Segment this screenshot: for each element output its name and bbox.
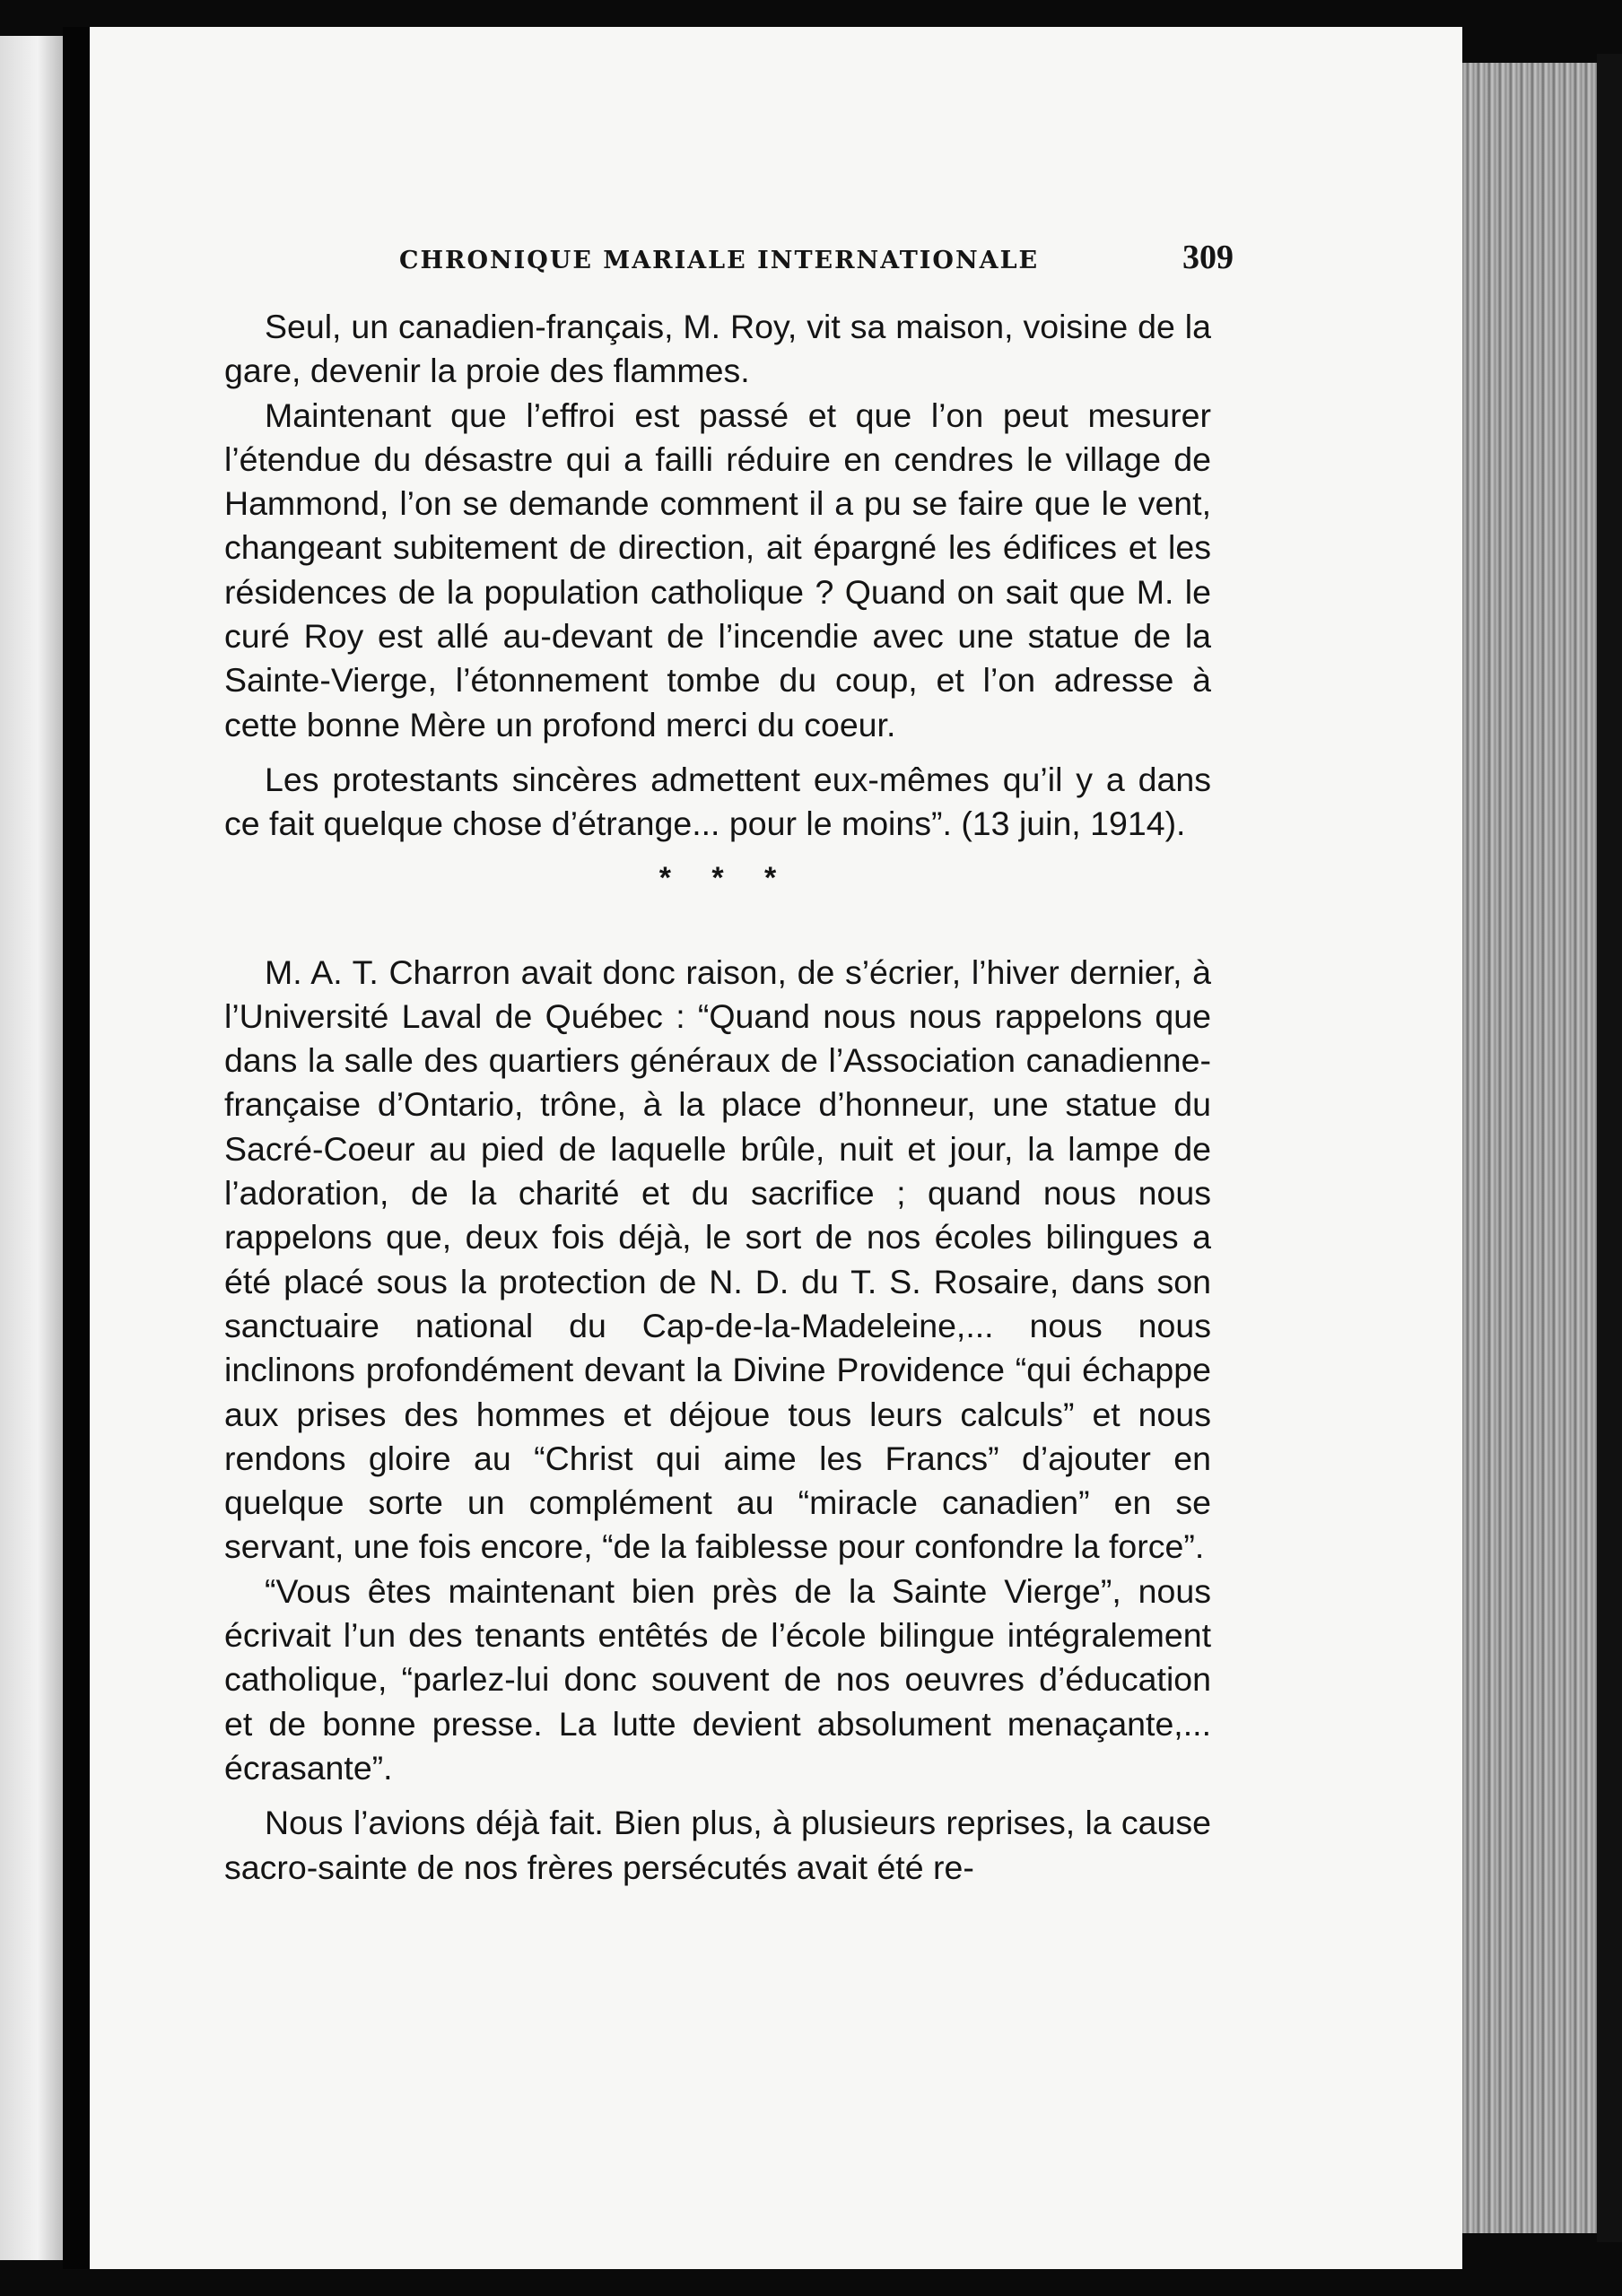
paragraph: Nous l’avions déjà fait. Bien plus, à plusieurs reprises, la cause sacro-sainte de nos frères persécutés avait été re-: [224, 1804, 1211, 1886]
running-title: CHRONIQUE MARIALE INTERNATIONALE: [399, 247, 1040, 274]
body-text: [224, 305, 1211, 1890]
book-gutter: [63, 27, 90, 2269]
page-number: 309: [1182, 239, 1234, 276]
paragraph: Seul, un canadien-français, M. Roy, vit sa maison, voisine de la gare, devenir la proie des flammes.: [224, 308, 1211, 390]
previous-page-edge: [0, 36, 63, 2260]
scan-border: [1597, 54, 1622, 2242]
paragraph: M. A. T. Charron avait donc raison, de s’écrier, l’hiver dernier, à l’Université Laval de Québec : “Quand nous nous rappelons que dans la salle des quartiers généraux de l’Association canadienne-française d’Ontario, trône, à la place d’honneur, une statue du Sacré-Coeur au pied de laquelle brûle, nuit et jour, la lampe de l’adoration, de la charité et du sacrifice ; quand nous nous rappelons que, deux fois déjà, le sort de nos écoles bilingues a été placé sous la protection de N. D. du T. S. Rosaire, dans son sanctuaire national du Cap-de-la-Madeleine,... nous nous inclinons profondément devant la Divine Providence “qui échappe aux prises des hommes et déjoue tous leurs calculs” et nous rendons gloire au “Christ qui aime les Francs” d’ajouter en quelque sorte un complément au “miracle canadien” en se servant, une fois encore, “de la faiblesse pour confondre la force”.: [224, 952, 1211, 1566]
paragraph: “Vous êtes maintenant bien près de la Sainte Vierge”, nous écrivait l’un des tenants entêtés de l’école bilingue intégralement catholique, “parlez-lui donc souvent de nos oeuvres d’éducation et de bonne presse. La lutte devient absolument menaçante,... écrasante”.: [224, 1571, 1211, 1787]
running-head: [399, 238, 1234, 277]
page-stack-edges: [1462, 63, 1597, 2233]
section-separator: [224, 856, 1211, 900]
separator-asterisks: * * *: [658, 860, 793, 895]
paragraph: Les protestants sincères admettent eux-mêmes qu’il y a dans ce fait quelque chose d’étrange... pour le moins”. (13 juin, 1914).: [224, 760, 1211, 843]
paragraph: Maintenant que l’effroi est passé et que l’on peut mesurer l’étendue du désastre qui a failli réduire en cendres le village de Hammond, l’on se demande comment il a pu se faire que le vent, changeant subitement de direction, ait épargné les édifices et les résidences de la population catholique ? Quand on sait que M. le curé Roy est allé au-devant de l’incendie avec une statue de la Sainte-Vierge, l’étonnement tombe du coup, et l’on adresse à cette bonne Mère un profond merci du coeur.: [224, 396, 1211, 744]
